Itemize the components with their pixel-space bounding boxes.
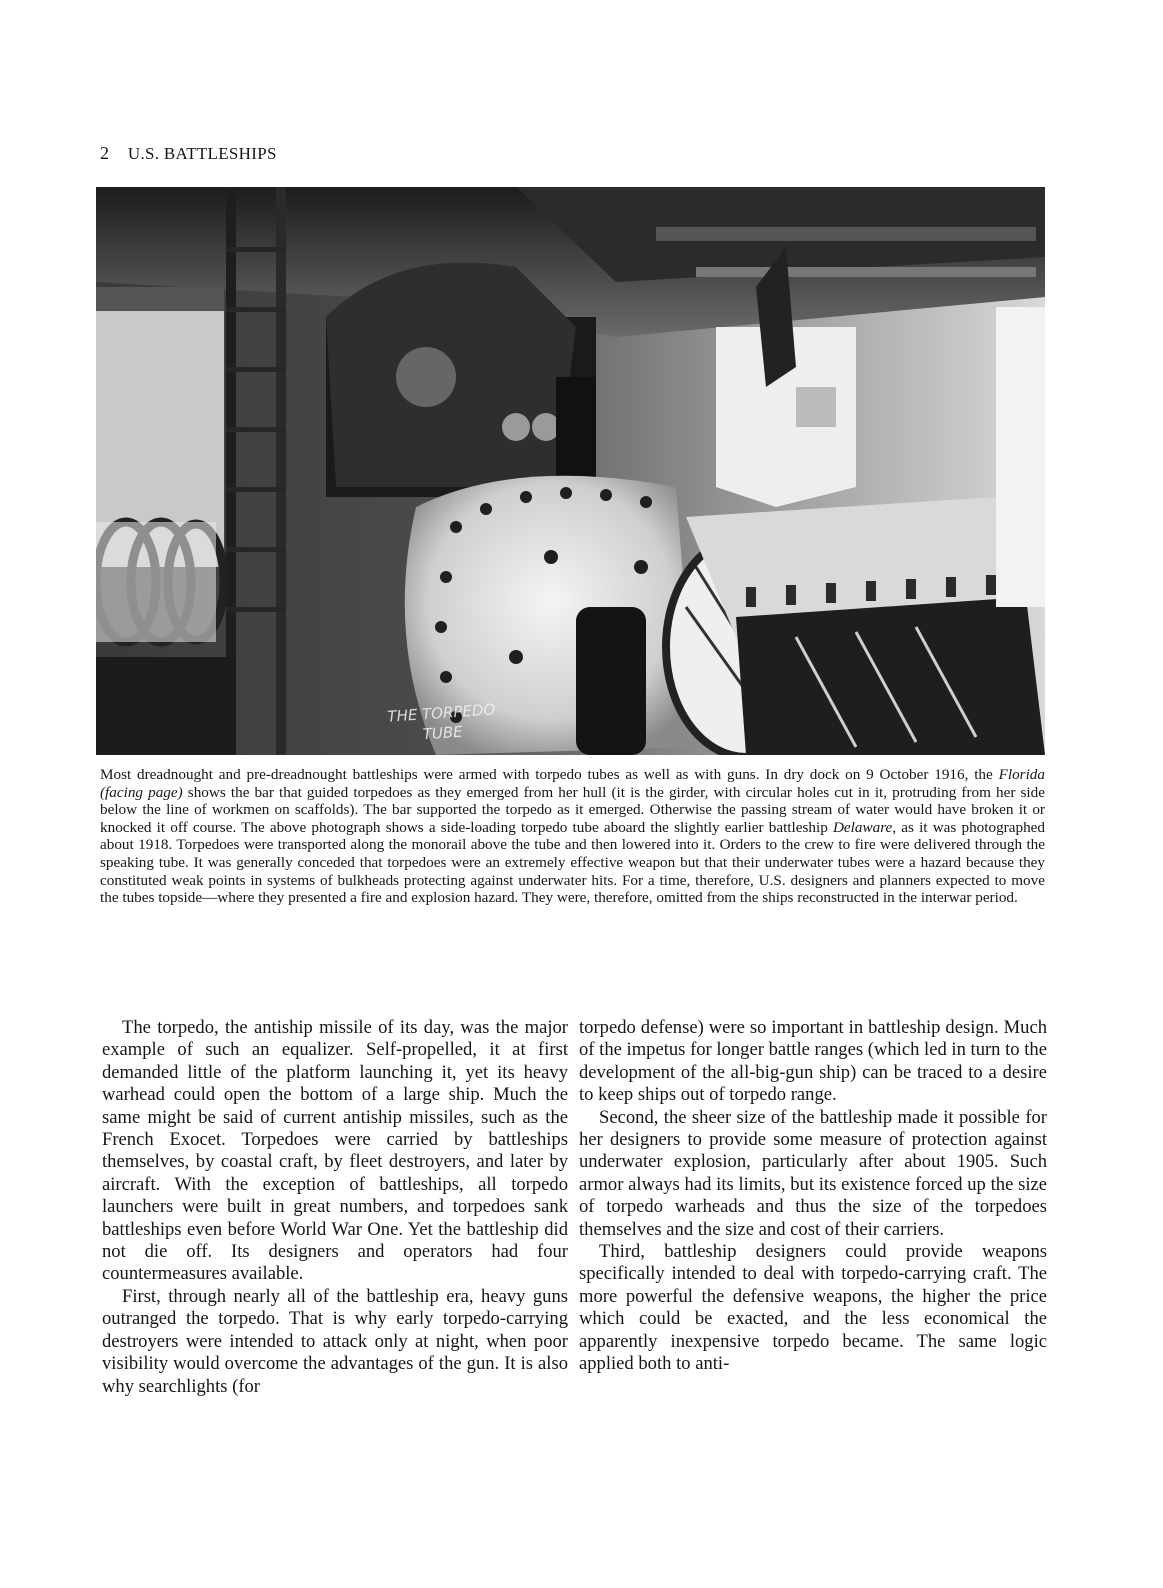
torpedo-tube-photo	[96, 187, 1045, 755]
ship-name-delaware: Delaware	[832, 818, 893, 836]
body-column-right	[579, 1017, 1047, 1376]
paragraph: The torpedo, the antiship missile of its day, was the major example of such an equalizer. Self-propelled, it at first demanded little of the platform launching it, yet its heavy warhead could open the bottom of a large ship. Much the same might be said of current antiship missiles, such as the French Exocet. Torpedoes were carried by battleships themselves, by coastal craft, by fleet destroyers, and later by aircraft. With the exception of battleships, all torpedo launchers were built in great numbers, and torpedoes sank battleships even before World War One. Yet the battleship did not die off. Its designers and operators had four countermeasures available.	[102, 1017, 568, 1285]
photo-inscription: THE TORPEDO TUBE	[386, 700, 496, 744]
body-column-left	[102, 1017, 568, 1398]
paragraph: First, through nearly all of the battleship era, heavy guns outranged the torpedo. That is why early torpedo-carrying destroyers were intended to attack only at night, when poor visibility would overcome the advantages of the gun. It is also why searchlights (for	[102, 1285, 568, 1397]
paragraph: Second, the sheer size of the battleship made it possible for her designers to provide some measure of protection against underwater explosion, particularly after about 1905. Such armor always had its limits, but its existence forced up the size of torpedo warheads and thus the size of the torpedoes themselves and the size and cost of their carriers.	[579, 1106, 1047, 1240]
page-number: 2	[100, 143, 110, 163]
paragraph: torpedo defense) were so important in battleship design. Much of the impetus for longer battle ranges (which led in turn to the development of the all-big-gun ship) can be traced to a desire to keep ships out of torpedo range.	[579, 1017, 1047, 1106]
running-title: U.S. BATTLESHIPS	[127, 144, 277, 163]
ship-name-florida: Florida	[998, 766, 1045, 783]
paragraph: Third, battleship designers could provide weapons specifically intended to deal with torpedo-carrying craft. The more powerful the defensive weapons, the higher the price which could be exacted, and the less economical the apparently inexpensive torpedo became. The same logic applied both to anti-	[579, 1241, 1047, 1375]
photo-caption: Most dreadnought and pre-dreadnought battleships were armed with torpedo tubes as well as with guns. In dry dock on 9 October 1916, the Florida (facing page) shows the bar that guided torpedoes as they emerged from her hull (it is the girder, with circular holes cut in it, protruding from her side below the line of workmen on scaffolds). The bar supported the torpedo as it emerged. Otherwise the passing stream of water would have broken it or knocked it off course. The above photograph shows a side-loading torpedo tube aboard the slightly earlier battleship Delaware, as it was photographed about 1918. Torpedoes were transported along the monorail above the tube and then lowered into it. Orders to the crew to fire were delivered through the speaking tube. It was generally conceded that torpedoes were an extremely effective weapon but that their underwater tubes were a hazard because they constituted weak points in systems of bulkheads protecting against underwater hits. For a time, therefore, U.S. designers and planners expected to move the tubes topside—where they presented a fire and explosion hazard. They were, therefore, omitted from the ships reconstructed in the interwar period.	[100, 766, 1045, 907]
facing-page-ref: (facing page)	[100, 783, 183, 801]
running-header	[100, 143, 277, 164]
